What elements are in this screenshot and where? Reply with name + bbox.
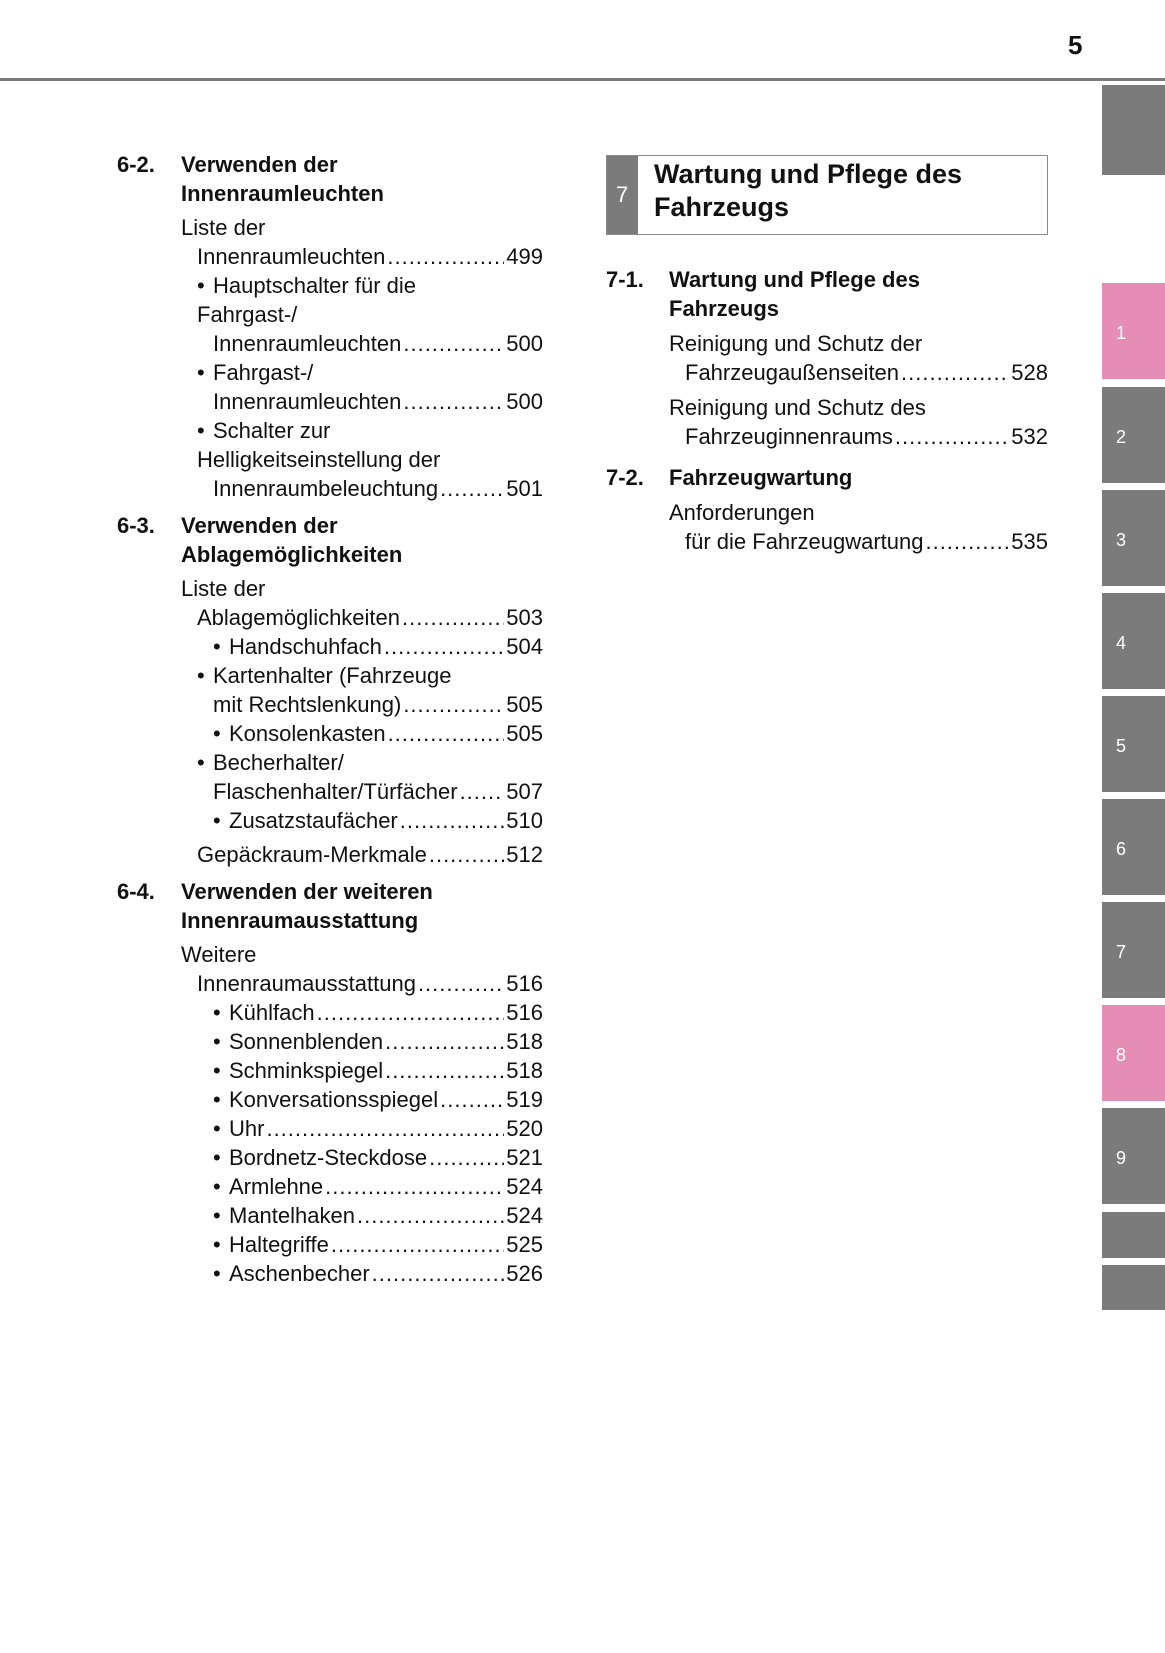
- page-ref[interactable]: 516: [506, 1000, 543, 1025]
- toc-entry-text: [197, 242, 385, 271]
- page-ref[interactable]: 500: [506, 331, 543, 356]
- section-number: 7-1.: [606, 267, 644, 292]
- toc-right-column: [606, 155, 1048, 556]
- toc-entry-label: Bordnetz-Steckdose: [229, 1145, 428, 1170]
- toc-entry-text: [213, 1143, 427, 1172]
- toc-bullet-item[interactable]: [197, 1201, 543, 1230]
- toc-entry-line: [197, 242, 543, 271]
- toc-entry-label: Handschuhfach: [229, 634, 382, 659]
- page-ref[interactable]: 519: [506, 1087, 543, 1112]
- page-ref[interactable]: 520: [506, 1116, 543, 1141]
- toc-entry-line: [197, 748, 543, 777]
- toc-entry-line: Fahrgast-/: [197, 302, 298, 327]
- toc-entry-line: [213, 806, 543, 835]
- toc-entry-label: Konsolenkasten: [229, 721, 386, 746]
- toc-entry-label: Innenraumleuchten: [213, 389, 402, 414]
- toc-entry-line: [213, 1085, 543, 1114]
- toc-bullet-item[interactable]: [197, 1056, 543, 1085]
- dot-leader: [357, 1201, 504, 1230]
- dot-leader: [440, 474, 504, 503]
- toc-bullet-item[interactable]: [197, 632, 543, 661]
- bullet-mark: •: [213, 1087, 221, 1112]
- toc-entry-text: [197, 969, 416, 998]
- toc-entry-label: Mantelhaken: [229, 1203, 355, 1228]
- toc-entry-label: Innenraumleuchten: [213, 331, 402, 356]
- dot-leader: [388, 719, 505, 748]
- toc-bullet-item[interactable]: [197, 998, 543, 1027]
- toc-bullet-item[interactable]: [197, 416, 543, 503]
- toc-entry[interactable]: [669, 393, 1048, 451]
- dot-leader: [418, 969, 504, 998]
- toc-entry-text: [685, 358, 899, 387]
- chapter-tab-label: 5: [1116, 736, 1127, 756]
- toc-entry-line: Reinigung und Schutz der: [669, 331, 923, 356]
- section-number: 7-2.: [606, 465, 644, 490]
- page-number: 5: [1068, 30, 1083, 60]
- chapter-tab-2[interactable]: [1102, 387, 1165, 483]
- toc-entry-text: [213, 387, 401, 416]
- toc-entry-text: [213, 474, 438, 503]
- toc-entry-line: [213, 719, 543, 748]
- bullet-mark: •: [213, 1029, 221, 1054]
- chapter-number: 7: [616, 182, 629, 207]
- section-title[interactable]: [181, 150, 543, 208]
- chapter-tab-label: 1: [1116, 323, 1127, 343]
- toc-entry-label: Ablagemöglichkeiten: [197, 605, 401, 630]
- bullet-mark: •: [197, 360, 205, 385]
- toc-entry-label: Aschenbecher: [229, 1261, 370, 1286]
- toc-entry-label: mit Rechtslenkung): [213, 692, 402, 717]
- chapter-tab-label: 9: [1116, 1148, 1127, 1168]
- dot-leader: [403, 329, 504, 358]
- section-title-line: Fahrzeugwartung: [669, 465, 853, 490]
- bullet-mark: •: [213, 1174, 221, 1199]
- toc-section: [606, 265, 1048, 451]
- chapter-tab-7[interactable]: [1102, 902, 1165, 998]
- bullet-mark: •: [197, 663, 205, 688]
- chapter-tab-label: 8: [1116, 1045, 1127, 1065]
- section-number: 6-4.: [117, 879, 155, 904]
- dot-leader: [403, 690, 504, 719]
- toc-bullet-item[interactable]: [197, 748, 543, 806]
- dot-leader: [901, 358, 1009, 387]
- dot-leader: [402, 603, 504, 632]
- toc-entry-line: [213, 1114, 543, 1143]
- chapter-tab-6[interactable]: [1102, 799, 1165, 895]
- toc-entry-text: [213, 1056, 383, 1085]
- toc-entry-line: [213, 329, 543, 358]
- toc-entry-line: [213, 690, 543, 719]
- toc-entry-label: Schminkspiegel: [229, 1058, 384, 1083]
- page-ref[interactable]: 528: [1011, 360, 1048, 385]
- chapter-tab-label: 2: [1116, 427, 1127, 447]
- chapter-tab-8[interactable]: [1102, 1005, 1165, 1101]
- toc-entry-label: Innenraumbeleuchtung: [213, 476, 439, 501]
- right-sections: [606, 265, 1048, 556]
- toc-entry-label: Konversationsspiegel: [229, 1087, 439, 1112]
- chapter-tab-label: 7: [1116, 942, 1127, 962]
- dot-leader: [317, 998, 505, 1027]
- bullet-mark: •: [197, 418, 205, 443]
- toc-bullet-item[interactable]: [197, 1114, 543, 1143]
- toc-entry-text: [213, 1114, 264, 1143]
- toc-entry-line: [213, 387, 543, 416]
- dot-leader: [387, 242, 504, 271]
- bullet-mark: •: [213, 721, 221, 746]
- toc-entry-line: [197, 840, 543, 869]
- dot-leader: [403, 387, 504, 416]
- toc-entry-text: [213, 806, 398, 835]
- dot-leader: [400, 806, 505, 835]
- page-ref[interactable]: 510: [506, 808, 543, 833]
- toc-entry-line: [213, 1027, 543, 1056]
- toc-entry-line: [197, 358, 543, 387]
- toc-entry-text: [213, 777, 458, 806]
- toc-entry-line: [197, 969, 543, 998]
- toc-entry-line: [197, 661, 543, 690]
- section-title-line: Innenraumleuchten: [181, 181, 384, 206]
- toc-entry-text: [213, 1201, 355, 1230]
- page-ref[interactable]: 526: [506, 1261, 543, 1286]
- toc-entry-text: [213, 1027, 383, 1056]
- toc-entry-text: Becherhalter/: [213, 750, 344, 775]
- dot-leader: [266, 1114, 504, 1143]
- toc-section: [606, 463, 1048, 556]
- dot-leader: [384, 632, 504, 661]
- toc-entry-line: Helligkeitseinstellung der: [197, 447, 441, 472]
- toc-entry-label: Gepäckraum-Merkmale: [197, 842, 427, 867]
- chapter-tab-5[interactable]: [1102, 696, 1165, 792]
- page-ref[interactable]: 504: [506, 634, 543, 659]
- toc-entry-line: Liste der: [181, 576, 266, 601]
- section-title[interactable]: [181, 877, 543, 935]
- toc-entry[interactable]: [181, 840, 543, 869]
- section-title[interactable]: [669, 463, 1048, 492]
- toc-entry-line: [197, 603, 543, 632]
- toc-entry-text: Schalter zur: [213, 418, 331, 443]
- toc-bullet-item[interactable]: [197, 1085, 543, 1114]
- dot-leader: [429, 1143, 504, 1172]
- chapter-header-box: [606, 155, 1048, 235]
- toc-entry-line: [685, 422, 1048, 451]
- toc-entry-text: Hauptschalter für die: [213, 273, 416, 298]
- dot-leader: [895, 422, 1009, 451]
- dot-leader: [440, 1085, 504, 1114]
- toc-entry-label: Flaschenhalter/Türfächer: [213, 779, 458, 804]
- toc-section: [117, 150, 543, 503]
- toc-entry-text: Fahrgast-/: [213, 360, 314, 385]
- toc-entry-line: [213, 1201, 543, 1230]
- toc-entry-label: Uhr: [229, 1116, 265, 1141]
- page-ref[interactable]: 524: [506, 1203, 543, 1228]
- bullet-mark: •: [213, 808, 221, 833]
- toc-entry-text: [197, 840, 427, 869]
- dot-leader: [325, 1172, 504, 1201]
- chapter-tab-label: 3: [1116, 530, 1127, 550]
- toc-entry-text: [213, 1230, 329, 1259]
- bullet-mark: •: [213, 1232, 221, 1257]
- bullet-mark: •: [213, 1000, 221, 1025]
- chapter-tab-blank[interactable]: [1102, 1265, 1165, 1310]
- toc-entry-label: Sonnenblenden: [229, 1029, 384, 1054]
- toc-bullet-item[interactable]: [197, 271, 543, 358]
- toc-entry-label: Kühlfach: [229, 1000, 315, 1025]
- toc-entry-line: Reinigung und Schutz des: [669, 395, 926, 420]
- toc-entry-text: [685, 527, 923, 556]
- bullet-mark: •: [213, 1203, 221, 1228]
- section-title-line: Verwenden der weiteren: [181, 879, 433, 904]
- section-number: 6-2.: [117, 152, 155, 177]
- page-ref[interactable]: 507: [506, 779, 543, 804]
- toc-entry-text: [197, 603, 400, 632]
- page-ref[interactable]: 516: [506, 971, 543, 996]
- toc-entry-line: Anforderungen: [669, 500, 815, 525]
- page-ref[interactable]: 512: [506, 842, 543, 867]
- page-ref[interactable]: 501: [506, 476, 543, 501]
- page-ref[interactable]: 505: [506, 692, 543, 717]
- toc-entry-line: [213, 632, 543, 661]
- section-number: 6-3.: [117, 513, 155, 538]
- toc-entry-line: Liste der: [181, 215, 266, 240]
- dot-leader: [385, 1027, 504, 1056]
- chapter-tab-1[interactable]: [1102, 283, 1165, 379]
- toc-entry-line: [213, 998, 543, 1027]
- toc-bullet-item[interactable]: [197, 719, 543, 748]
- page-ref[interactable]: 525: [506, 1232, 543, 1257]
- toc-entry-label: Armlehne: [229, 1174, 324, 1199]
- chapter-tab-blank[interactable]: [1102, 85, 1165, 175]
- chapter-tab-3[interactable]: [1102, 490, 1165, 586]
- bullet-mark: •: [213, 1261, 221, 1286]
- toc-section: [117, 877, 543, 1288]
- toc-entry[interactable]: [181, 213, 543, 271]
- bullet-mark: •: [213, 634, 221, 659]
- chapter-tab-strip: [1102, 0, 1165, 1653]
- page-ref[interactable]: 499: [506, 244, 543, 269]
- toc-entry-line: [197, 416, 543, 445]
- toc-entry-text: [213, 632, 382, 661]
- toc-entry-line: [213, 1143, 543, 1172]
- toc-left-column: [117, 150, 543, 1288]
- page-ref[interactable]: 518: [506, 1058, 543, 1083]
- toc-entry-line: [213, 1259, 543, 1288]
- toc-bullet-item[interactable]: [197, 1027, 543, 1056]
- chapter-number-badge: [607, 156, 638, 234]
- toc-bullet-item[interactable]: [197, 1230, 543, 1259]
- toc-entry[interactable]: [181, 574, 543, 632]
- chapter-title: [654, 158, 962, 224]
- toc-bullet-item[interactable]: [197, 661, 543, 719]
- dot-leader: [372, 1259, 505, 1288]
- section-title[interactable]: [181, 511, 543, 569]
- toc-bullet-item[interactable]: [197, 1143, 543, 1172]
- dot-leader: [925, 527, 1009, 556]
- section-title-line: Fahrzeugs: [669, 296, 780, 321]
- bullet-mark: •: [213, 1145, 221, 1170]
- toc-bullet-item[interactable]: [197, 1259, 543, 1288]
- toc-entry-line: [213, 1172, 543, 1201]
- toc-bullet-item[interactable]: [197, 806, 543, 835]
- section-title-line: Innenraumausstattung: [181, 908, 419, 933]
- chapter-tab-9[interactable]: [1102, 1108, 1165, 1204]
- toc-entry-line: [213, 1230, 543, 1259]
- page-ref[interactable]: 505: [506, 721, 543, 746]
- page-ref[interactable]: 535: [1011, 529, 1048, 554]
- toc-entry-label: Zusatzstaufächer: [229, 808, 398, 833]
- page-ref[interactable]: 521: [506, 1145, 543, 1170]
- section-title-line: Wartung und Pflege des: [669, 267, 920, 292]
- toc-entry-label: für die Fahrzeugwartung: [685, 529, 924, 554]
- toc-entry-line: [685, 527, 1048, 556]
- toc-entry-line: [213, 777, 543, 806]
- section-title[interactable]: [669, 265, 1048, 323]
- toc-entry-label: Innenraumausstattung: [197, 971, 416, 996]
- toc-entry-label: Haltegriffe: [229, 1232, 329, 1257]
- section-title-line: Ablagemöglichkeiten: [181, 542, 403, 567]
- bullet-mark: •: [213, 1058, 221, 1083]
- toc-bullet-item[interactable]: [197, 358, 543, 416]
- toc-entry-text: [685, 422, 893, 451]
- dot-leader: [460, 777, 505, 806]
- toc-entry-text: [213, 1172, 323, 1201]
- toc-entry-line: [213, 474, 543, 503]
- toc-entry-text: [213, 719, 386, 748]
- dot-leader: [429, 840, 504, 869]
- toc-entry-text: [213, 1259, 370, 1288]
- header-rule: [0, 78, 1165, 81]
- page-ref[interactable]: 524: [506, 1174, 543, 1199]
- chapter-tab-label: 6: [1116, 839, 1127, 859]
- toc-entry[interactable]: [181, 940, 543, 998]
- toc-entry-text: [213, 998, 315, 1027]
- page-ref[interactable]: 518: [506, 1029, 543, 1054]
- bullet-mark: •: [213, 1116, 221, 1141]
- toc-entry-label: Fahrzeugaußenseiten: [685, 360, 900, 385]
- page-ref[interactable]: 503: [506, 605, 543, 630]
- dot-leader: [385, 1056, 504, 1085]
- toc-bullet-item[interactable]: [197, 1172, 543, 1201]
- chapter-tab-blank[interactable]: [1102, 1212, 1165, 1258]
- toc-section: [117, 511, 543, 869]
- toc-entry-line: [197, 271, 543, 300]
- bullet-mark: •: [197, 273, 205, 298]
- toc-entry[interactable]: [669, 329, 1048, 387]
- toc-entry-line: [685, 358, 1048, 387]
- section-title-line: Verwenden der: [181, 513, 338, 538]
- chapter-tab-label: 4: [1116, 633, 1127, 653]
- chapter-tab-4[interactable]: [1102, 593, 1165, 689]
- page-ref[interactable]: 532: [1011, 424, 1048, 449]
- bullet-mark: •: [197, 750, 205, 775]
- dot-leader: [331, 1230, 504, 1259]
- toc-entry-text: [213, 329, 401, 358]
- chapter-title-line: Wartung und Pflege des: [654, 159, 963, 189]
- toc-entry-line: [213, 1056, 543, 1085]
- toc-entry-label: Fahrzeuginnenraums: [685, 424, 893, 449]
- toc-entry-text: Kartenhalter (Fahrzeuge: [213, 663, 452, 688]
- page-ref[interactable]: 500: [506, 389, 543, 414]
- toc-entry-label: Innenraumleuchten: [197, 244, 386, 269]
- toc-entry-text: [213, 690, 401, 719]
- toc-entry-text: [213, 1085, 438, 1114]
- toc-entry[interactable]: [669, 498, 1048, 556]
- section-title-line: Verwenden der: [181, 152, 338, 177]
- chapter-title-line: Fahrzeugs: [654, 192, 790, 222]
- toc-entry-line: Weitere: [181, 942, 257, 967]
